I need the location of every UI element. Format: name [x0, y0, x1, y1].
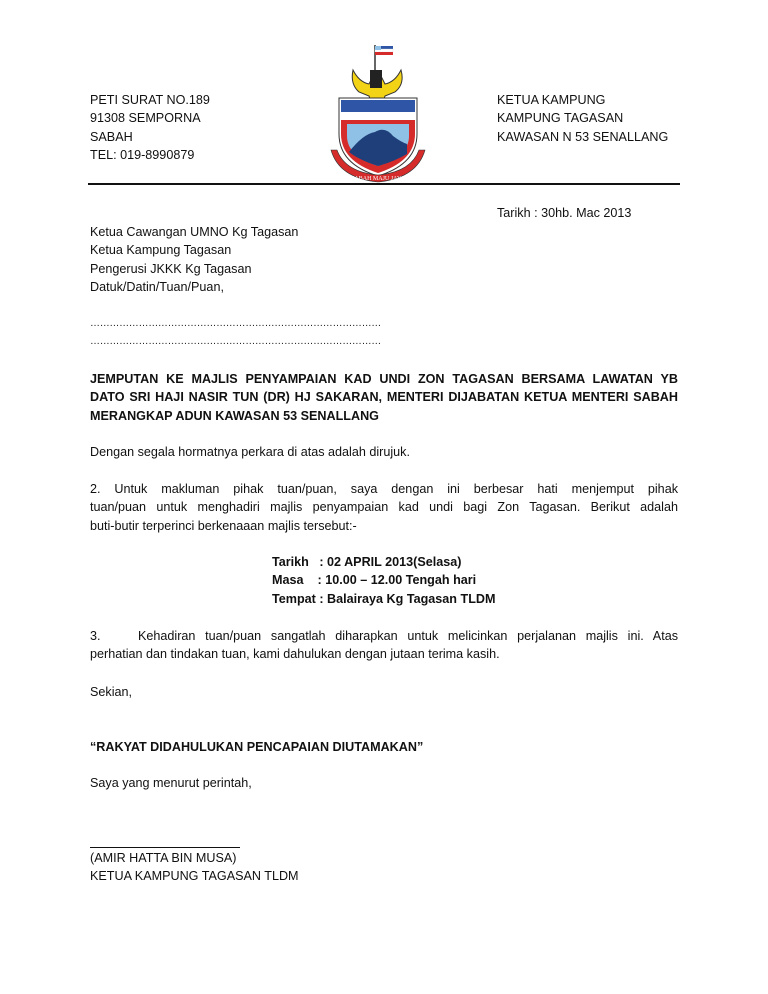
event-details: [272, 553, 495, 608]
signature-line: [90, 847, 240, 848]
sender-phone: TEL: 019-8990879: [90, 148, 195, 163]
header-divider: [88, 183, 680, 185]
event-time: Masa : 10.00 – 12.00 Tengah hari: [272, 573, 477, 588]
event-date: Tarikh : 02 APRIL 2013(Selasa): [272, 555, 462, 569]
paragraph-invitation: [90, 480, 678, 535]
recipient-line: Ketua Cawangan UMNO Kg Tagasan: [90, 225, 299, 239]
paragraph-line: [90, 627, 678, 645]
subject-line: DATO SRI HAJI NASIR TUN (DR) HJ SAKARAN, MENTERI DIJABATAN KETUA MENTERI SABAH: [90, 390, 678, 405]
paragraph-line: perhatian dan tindakan tuan, kami dahulukan dengan jutaan terima kasih.: [90, 647, 500, 662]
letter-date: Tarikh : 30hb. Mac 2013: [497, 206, 632, 220]
signatory-title: KETUA KAMPUNG TAGASAN TLDM: [90, 869, 299, 884]
event-venue: Tempat : Balairaya Kg Tagasan TLDM: [272, 591, 496, 606]
sender-title-line: KETUA KAMPUNG: [497, 93, 606, 107]
recipient-block: [90, 223, 298, 297]
sender-address-line: PETI SURAT NO.189: [90, 93, 210, 107]
paragraph-line: buti-butir terperinci berkenaaan majlis tersebut:-: [90, 518, 357, 533]
slogan: “RAKYAT DIDAHULUKAN PENCAPAIAN DIUTAMAKAN”: [90, 740, 424, 754]
closing: Sekian,: [90, 685, 133, 699]
paragraph-line: 2. Untuk makluman pihak tuan/puan, saya dengan ini berbesar hati menjemput pihak: [90, 482, 678, 496]
subject-line: MERANGKAP ADUN KAWASAN 53 SENALLANG: [90, 408, 379, 423]
sender-title-line: KAWASAN N 53 SENALLANG: [497, 129, 669, 144]
dotted-lines: [90, 315, 381, 352]
sabah-coat-of-arms-icon: [323, 40, 433, 185]
paragraph-closing-request: [90, 627, 678, 664]
dotted-line: ………………………………………………………………………………: [90, 318, 382, 329]
paragraph-text: Kehadiran tuan/puan sangatlah diharapkan untuk melicinkan perjalanan majlis ini. Atas: [138, 629, 678, 643]
paragraph-number: 3.: [90, 629, 101, 643]
sender-title-line: KAMPUNG TAGASAN: [497, 111, 624, 126]
signatory-name: (AMIR HATTA BIN MUSA): [90, 851, 237, 865]
recipient-line: Pengerusi JKKK Kg Tagasan: [90, 261, 252, 276]
subject-line: JEMPUTAN KE MAJLIS PENYAMPAIAN KAD UNDI ZON TAGASAN BERSAMA LAWATAN YB: [90, 372, 678, 386]
salutation: Datuk/Datin/Tuan/Puan,: [90, 280, 224, 295]
paragraph-line: tuan/puan untuk menghadiri majlis penyampaian kad undi bagi Zon Tagasan. Berikut adalah: [90, 500, 678, 515]
sender-address-line: 91308 SEMPORNA: [90, 111, 201, 126]
recipient-line: Ketua Kampung Tagasan: [90, 243, 232, 258]
sender-address-line: SABAH: [90, 129, 133, 144]
emblem-motto: SABAH MAJU JAYA: [351, 176, 405, 182]
sabah-emblem: [323, 40, 433, 185]
subject: [90, 370, 678, 425]
paragraph-reference: Dengan segala hormatnya perkara di atas adalah dirujuk.: [90, 445, 410, 459]
signature-block: [90, 849, 299, 886]
sender-title: [497, 91, 668, 146]
sign-off: Saya yang menurut perintah,: [90, 776, 252, 790]
dotted-line: ………………………………………………………………………………: [90, 336, 382, 348]
sender-address: [90, 91, 210, 165]
